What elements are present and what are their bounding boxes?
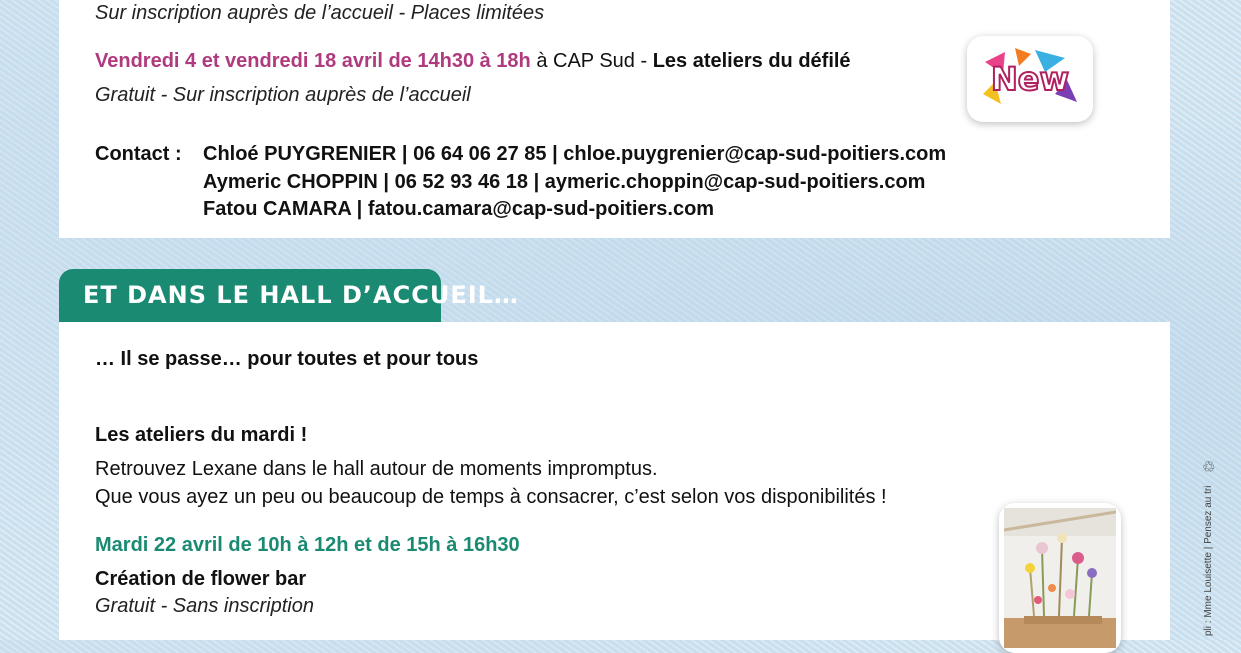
section-tab [59, 269, 519, 323]
section-activity: Création de flower bar [95, 568, 307, 590]
event-info: Gratuit - Sur inscription auprès de l’accueil [95, 84, 471, 106]
flower-bar-image [1004, 508, 1116, 648]
svg-text:New: New [990, 60, 1070, 98]
contact-line-3: Fatou CAMARA | fatou.camara@cap-sud-poitiers.com [203, 198, 715, 220]
section-desc-1: Retrouvez Lexane dans le hall autour de moments impromptus. [95, 458, 658, 480]
flower-bar-photo [999, 503, 1121, 653]
event-date: Vendredi 4 et vendredi 18 avril de 14h30 à 18h [95, 50, 531, 72]
section-desc-2: Que vous ayez un peu ou beaucoup de temps à consacrer, c’est selon vos disponibilités ! [95, 486, 887, 508]
contact-line-2: Aymeric CHOPPIN | 06 52 93 46 18 | aymeric.choppin@cap-sud-poitiers.com [203, 171, 926, 193]
section-subtitle: Les ateliers du mardi ! [95, 424, 308, 446]
event-heading [95, 50, 851, 73]
event-title: Les ateliers du défilé [652, 50, 851, 72]
section-intro: … Il se passe… pour toutes et pour tous [95, 348, 479, 370]
event-place: à CAP Sud - [530, 50, 653, 72]
section-tab-title: ET DANS LE HALL D’ACCUEIL… [83, 281, 519, 309]
registration-note: Sur inscription auprès de l’accueil - Places limitées [95, 2, 545, 24]
new-badge [967, 36, 1093, 122]
recycle-icon: ♲ [1202, 459, 1216, 476]
contact-line-1: Chloé PUYGRENIER | 06 64 06 27 85 | chloe.puygrenier@cap-sud-poitiers.com [203, 143, 947, 165]
section-date: Mardi 22 avril de 10h à 12h et de 15h à 16h30 [95, 534, 520, 556]
new-badge-icon [975, 44, 1085, 114]
section-info: Gratuit - Sans inscription [95, 595, 314, 617]
side-credit: pli : Mme Louisette | Pensez au tri [1203, 485, 1214, 636]
contact-label: Contact : [95, 143, 182, 165]
